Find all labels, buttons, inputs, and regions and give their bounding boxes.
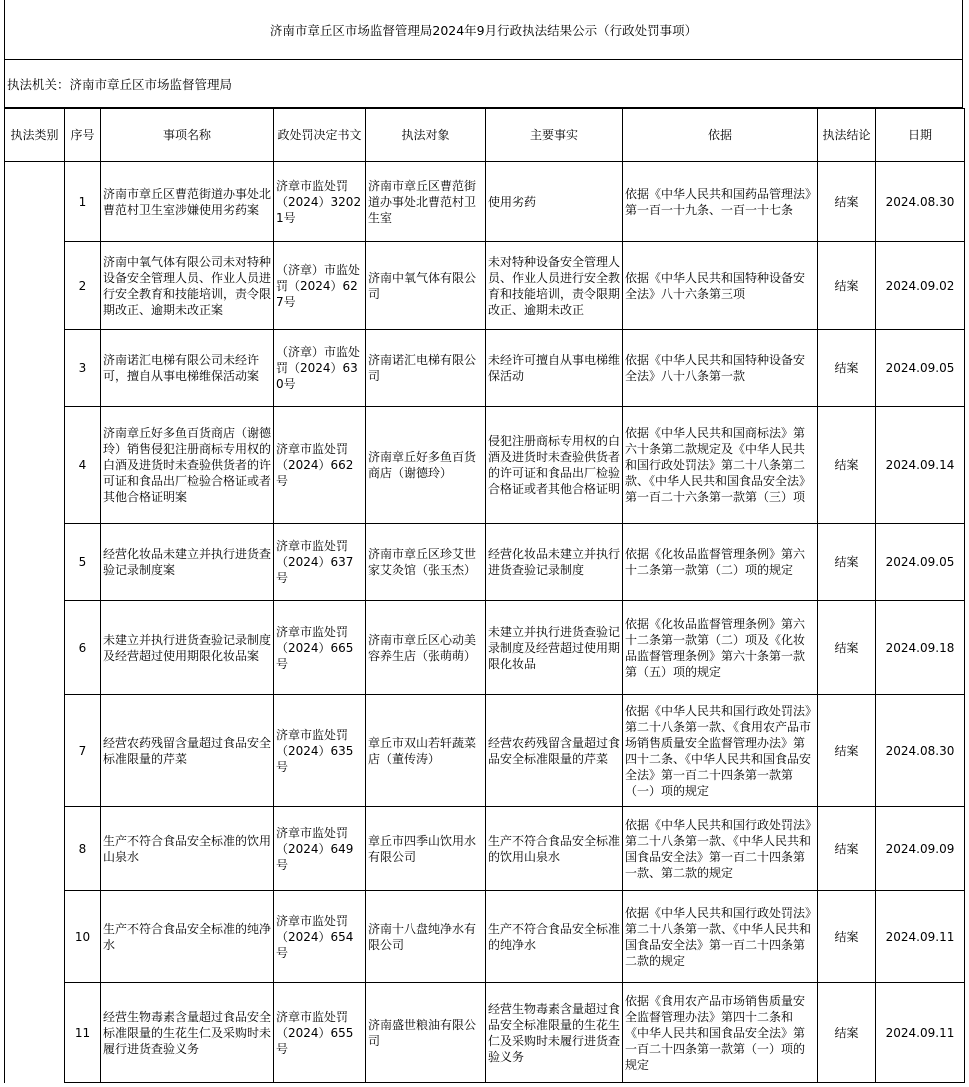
- header-date: 日期: [876, 109, 965, 162]
- table-row: [5, 983, 965, 1083]
- row-doc: 济章市监处罚（2024）649号: [274, 807, 366, 891]
- row-no: 7: [65, 695, 101, 807]
- row-doc: 济章市监处罚（2024）655号: [274, 983, 366, 1083]
- row-result: 结案: [818, 242, 876, 330]
- table-row: [5, 524, 965, 601]
- header-target: 执法对象: [366, 109, 486, 162]
- header-doc: 政处罚决定书文: [274, 109, 366, 162]
- row-no: 4: [65, 407, 101, 524]
- row-basis: 依据《中华人民共和国特种设备安全法》八十六条第三项: [623, 242, 818, 330]
- row-date: 2024.09.14: [876, 407, 965, 524]
- row-result: 结案: [818, 695, 876, 807]
- row-date: 2024.09.05: [876, 330, 965, 407]
- row-date: 2024.09.02: [876, 242, 965, 330]
- row-date: 2024.08.30: [876, 162, 965, 242]
- row-target: 济南章丘好多鱼百货商店（谢德玲）: [366, 407, 486, 524]
- table-row: [5, 891, 965, 983]
- header-row: [5, 109, 965, 162]
- row-doc: （济章）市监处罚（2024）627号: [274, 242, 366, 330]
- row-item: 经营生物毒素含量超过食品安全标准限量的生花生仁及采购时未履行进货查验义务: [101, 983, 274, 1083]
- row-result: 结案: [818, 601, 876, 695]
- row-basis: 依据《中华人民共和国行政处罚法》第二十八条第一款、《食用农产品市场销售质量安全监督管理办法》第四十二条、《中华人民共和国食品安全法》第一百二十四条第一款第（一）项的规定: [623, 695, 818, 807]
- row-doc: 济章市监处罚（2024）665号: [274, 601, 366, 695]
- row-basis: 依据《中华人民共和国行政处罚法》第二十八条第一款、《中华人民共和国食品安全法》第一百二十四条第二款的规定: [623, 891, 818, 983]
- row-item: 济南章丘好多鱼百货商店（谢德玲）销售侵犯注册商标专用权的白酒及进货时未查验供货者的许可证和食品出厂检验合格证或者其他合格证明案: [101, 407, 274, 524]
- row-item: 经营农药残留含量超过食品安全标准限量的芹菜: [101, 695, 274, 807]
- row-fact: 经营生物毒素含量超过食品安全标准限量的生花生仁及采购时未履行进货查验义务: [486, 983, 623, 1083]
- row-item: 济南诺汇电梯有限公司未经许可，擅自从事电梯维保活动案: [101, 330, 274, 407]
- row-basis: 依据《中华人民共和国特种设备安全法》八十八条第一款: [623, 330, 818, 407]
- row-doc: （济章）市监处罚（2024）630号: [274, 330, 366, 407]
- row-no: 2: [65, 242, 101, 330]
- table-row: [5, 807, 965, 891]
- row-no: 6: [65, 601, 101, 695]
- row-result: 结案: [818, 983, 876, 1083]
- category-cell: [5, 162, 65, 1083]
- row-target: 章丘市四季山饮用水有限公司: [366, 807, 486, 891]
- row-item: 济南市章丘区曹范街道办事处北曹范村卫生室涉嫌使用劣药案: [101, 162, 274, 242]
- row-fact: 使用劣药: [486, 162, 623, 242]
- row-item: 未建立并执行进货查验记录制度及经营超过使用期限化妆品案: [101, 601, 274, 695]
- header-fact: 主要事实: [486, 109, 623, 162]
- row-basis: 依据《化妆品监督管理条例》第六十二条第一款第（二）项及《化妆品监督管理条例》第六十条第一款第（五）项的规定: [623, 601, 818, 695]
- row-date: 2024.09.09: [876, 807, 965, 891]
- row-fact: 生产不符合食品安全标准的纯净水: [486, 891, 623, 983]
- header-basis: 依据: [623, 109, 818, 162]
- row-fact: 生产不符合食品安全标准的饮用山泉水: [486, 807, 623, 891]
- row-fact: 未建立并执行进货查验记录制度及经营超过使用期限化妆品: [486, 601, 623, 695]
- row-target: 济南中氧气体有限公司: [366, 242, 486, 330]
- row-no: 11: [65, 983, 101, 1083]
- row-target: 济南市章丘区珍艾世家艾灸馆（张玉杰）: [366, 524, 486, 601]
- row-result: 结案: [818, 524, 876, 601]
- row-no: 10: [65, 891, 101, 983]
- row-target: 济南盛世粮油有限公司: [366, 983, 486, 1083]
- row-item: 济南中氧气体有限公司未对特种设备安全管理人员、作业人员进行安全教育和技能培训，责令限期改正、逾期未改正案: [101, 242, 274, 330]
- header-category: 执法类别: [5, 109, 65, 162]
- row-fact: 侵犯注册商标专用权的白酒及进货时未查验供货者的许可证和食品出厂检验合格证或者其他合格证明: [486, 407, 623, 524]
- row-basis: 依据《中华人民共和国行政处罚法》第二十八条第一款、《中华人民共和国食品安全法》第一百二十四条第一款、第二款的规定: [623, 807, 818, 891]
- row-target: 济南十八盘纯净水有限公司: [366, 891, 486, 983]
- header-result: 执法结论: [818, 109, 876, 162]
- header-item: 事项名称: [101, 109, 274, 162]
- table-row: [5, 695, 965, 807]
- row-doc: 济章市监处罚（2024）637号: [274, 524, 366, 601]
- table-row: [5, 407, 965, 524]
- row-target: 济南诺汇电梯有限公司: [366, 330, 486, 407]
- row-date: 2024.09.18: [876, 601, 965, 695]
- row-no: 1: [65, 162, 101, 242]
- results-table: [4, 108, 965, 1083]
- row-basis: 依据《化妆品监督管理条例》第六十二条第一款第（二）项的规定: [623, 524, 818, 601]
- row-no: 8: [65, 807, 101, 891]
- row-no: 5: [65, 524, 101, 601]
- header-no: 序号: [65, 109, 101, 162]
- row-basis: 依据《中华人民共和国药品管理法》第一百一十九条、一百一十七条: [623, 162, 818, 242]
- table-row: [5, 162, 965, 242]
- row-result: 结案: [818, 407, 876, 524]
- row-basis: 依据《中华人民共和国商标法》第六十条第二款规定及《中华人民共和国行政处罚法》第二十八条第二款、《中华人民共和国食品安全法》第一百二十六条第一款第（三）项: [623, 407, 818, 524]
- row-result: 结案: [818, 807, 876, 891]
- row-result: 结案: [818, 891, 876, 983]
- row-fact: 未对特种设备安全管理人员、作业人员进行安全教育和技能培训，责令限期改正、逾期未改正: [486, 242, 623, 330]
- table-row: [5, 242, 965, 330]
- row-doc: 济章市监处罚（2024）635号: [274, 695, 366, 807]
- row-item: 经营化妆品未建立并执行进货查验记录制度案: [101, 524, 274, 601]
- row-doc: 济章市监处罚（2024）662号: [274, 407, 366, 524]
- row-no: 3: [65, 330, 101, 407]
- row-doc: 济章市监处罚（2024）32021号: [274, 162, 366, 242]
- row-target: 章丘市双山若轩蔬菜店（董传涛）: [366, 695, 486, 807]
- row-result: 结案: [818, 330, 876, 407]
- row-fact: 经营农药残留含量超过食品安全标准限量的芹菜: [486, 695, 623, 807]
- row-item: 生产不符合食品安全标准的纯净水: [101, 891, 274, 983]
- table-row: [5, 330, 965, 407]
- row-date: 2024.09.05: [876, 524, 965, 601]
- page-title: 济南市章丘区市场监督管理局2024年9月行政执法结果公示（行政处罚事项）: [4, 0, 963, 60]
- table-row: [5, 601, 965, 695]
- row-date: 2024.08.30: [876, 695, 965, 807]
- row-target: 济南市章丘区心动美容养生店（张萌萌）: [366, 601, 486, 695]
- row-basis: 依据《食用农产品市场销售质量安全监督管理办法》第四十二条和《中华人民共和国食品安全法》第一百二十四条第一款第（一）项的规定: [623, 983, 818, 1083]
- row-fact: 未经许可擅自从事电梯维保活动: [486, 330, 623, 407]
- agency-line: 执法机关：济南市章丘区市场监督管理局: [4, 60, 963, 108]
- row-doc: 济章市监处罚（2024）654号: [274, 891, 366, 983]
- row-result: 结案: [818, 162, 876, 242]
- row-fact: 经营化妆品未建立并执行进货查验记录制度: [486, 524, 623, 601]
- row-target: 济南市章丘区曹范街道办事处北曹范村卫生室: [366, 162, 486, 242]
- row-date: 2024.09.11: [876, 891, 965, 983]
- row-item: 生产不符合食品安全标准的饮用山泉水: [101, 807, 274, 891]
- row-date: 2024.09.11: [876, 983, 965, 1083]
